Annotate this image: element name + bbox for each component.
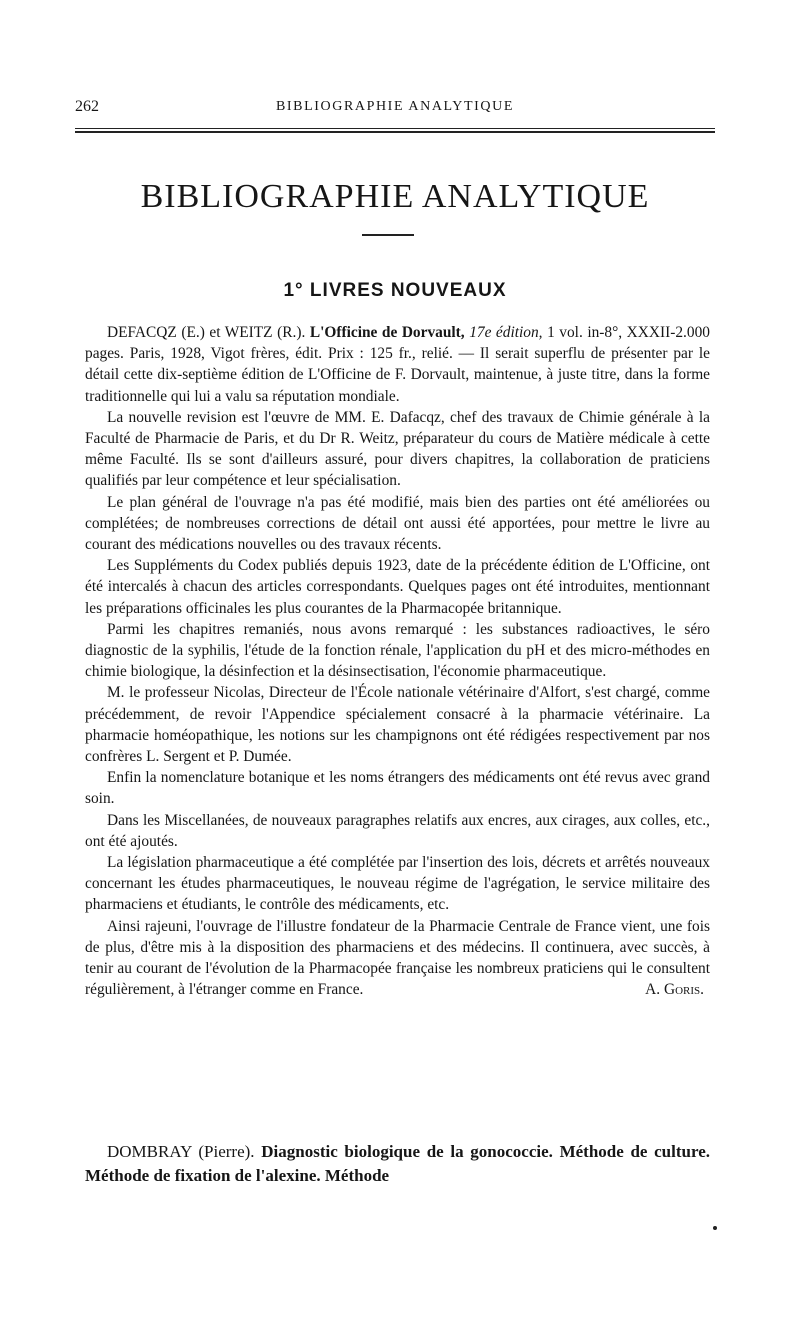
review-paragraph: La législation pharmaceutique a été complétée par l'insertion des lois, décrets et arrêtés nouveaux concernant les études pharmaceutiques, le nouveau régime de l'agrégation, le service militaire des pharmaciens et étudiants, le contrôle des médicaments, etc. [85, 854, 710, 914]
review-paragraph: Les Suppléments du Codex publiés depuis 1923, date de la précédente édition de L'Officine, ont été intercalés à chacun des articles correspondants. Quelques pages ont été introduites, mentionnant les préparations officinales les plus courantes de la Pharmacopée britannique. [85, 557, 710, 617]
review-authors: DEFACQZ (E.) et WEITZ (R.). [107, 324, 306, 341]
review-intro [85, 322, 710, 407]
page-mark [713, 1226, 717, 1230]
review-paragraph: Le plan général de l'ouvrage n'a pas été modifié, mais bien des parties ont été améliorées ou complétées; de nombreuses corrections de détail ont aussi été apportées, pour mettre le livre au courant des médications nouvelles ou des travaux récents. [85, 493, 710, 554]
header-rule-thick [75, 131, 715, 133]
review-edition: 17e édition, [469, 324, 543, 341]
review-paragraph: Dans les Miscellanées, de nouveaux paragraphes relatifs aux encres, aux cirages, aux colles, etc., ont été ajoutés. [85, 811, 710, 850]
review-details: 1 vol. in-8°, XXXII-2.000 pages. Paris, 1928, Vigot frères, édit. Prix : 125 fr., relié. — Il serait superflu de présenter par le détail cette dix-septième édition de L'Officine de F. Dorvault, maintenue, à juste titre, dans la forme traditionnelle qui lui a valu sa réputation mondiale. [85, 324, 710, 405]
review-paragraph-text: Ainsi rajeuni, l'ouvrage de l'illustre fondateur de la Pharmacie Centrale de France vient, une fois de plus, d'être mis à la disposition des pharmaciens et des médecins. Il continuera, avec succès, à tenir au courant de l'évolution de la Pharmacopée française les nombreux praticiens qui le consultent régulièrement, à l'étranger comme en France. [85, 917, 710, 999]
review-paragraph: M. le professeur Nicolas, Directeur de l'École nationale vétérinaire d'Alfort, s'est chargé, comme précédemment, de revoir l'Appendice spécialement consacré à la pharmacie vétérinaire. La pharmacie homéopathique, les notions sur les champignons ont été rédigées respectivement par nos confrères L. Sergent et P. Dumée. [85, 684, 710, 766]
review-paragraph: Enfin la nomenclature botanique et les noms étrangers des médicaments ont été revus avec grand soin. [85, 769, 710, 808]
review-paragraph: La nouvelle revision est l'œuvre de MM. E. Dafacqz, chef des travaux de Chimie générale à la Faculté de Pharmacie de Paris, et du Dr R. Weitz, préparateur du cours de Matière médicale à cette même Faculté. Ils se sont d'ailleurs assuré, pour divers chapitres, la collaboration de praticiens qualifiés par leur compétence et leur spécialisation. [85, 408, 710, 490]
main-title: BIBLIOGRAPHIE ANALYTIQUE [140, 178, 650, 215]
page-number: 262 [75, 98, 99, 115]
review-paragraph: Parmi les chapitres remaniés, nous avons remarqué : les substances radioactives, le séro diagnostic de la syphilis, l'étude de la fonction rénale, l'application du pH et des micro-méthodes en chimie biologique, la désinfection et la désinsectisation, l'économie pharmaceutique. [85, 620, 710, 681]
review-intro [85, 1140, 710, 1188]
review-book-title: L'Officine de Dorvault, [309, 324, 465, 341]
page-header [75, 98, 715, 118]
running-title: BIBLIOGRAPHIE ANALYTIQUE [275, 99, 515, 114]
review-defacqz-weitz [85, 322, 710, 1001]
header-rule-thin [75, 128, 715, 129]
title-divider [362, 234, 414, 236]
review-book-title: Diagnostic biologique de la gonococcie. Méthode de culture. Méthode de fixation de l'alexine. Méthode [85, 1142, 711, 1185]
review-dombray [85, 1140, 710, 1188]
section-heading: 1° LIVRES NOUVEAUX [283, 280, 507, 301]
review-authors: DOMBRAY (Pierre). [107, 1142, 255, 1161]
review-paragraph-last [85, 916, 710, 1001]
review-signature: A. Goris. [645, 981, 704, 999]
